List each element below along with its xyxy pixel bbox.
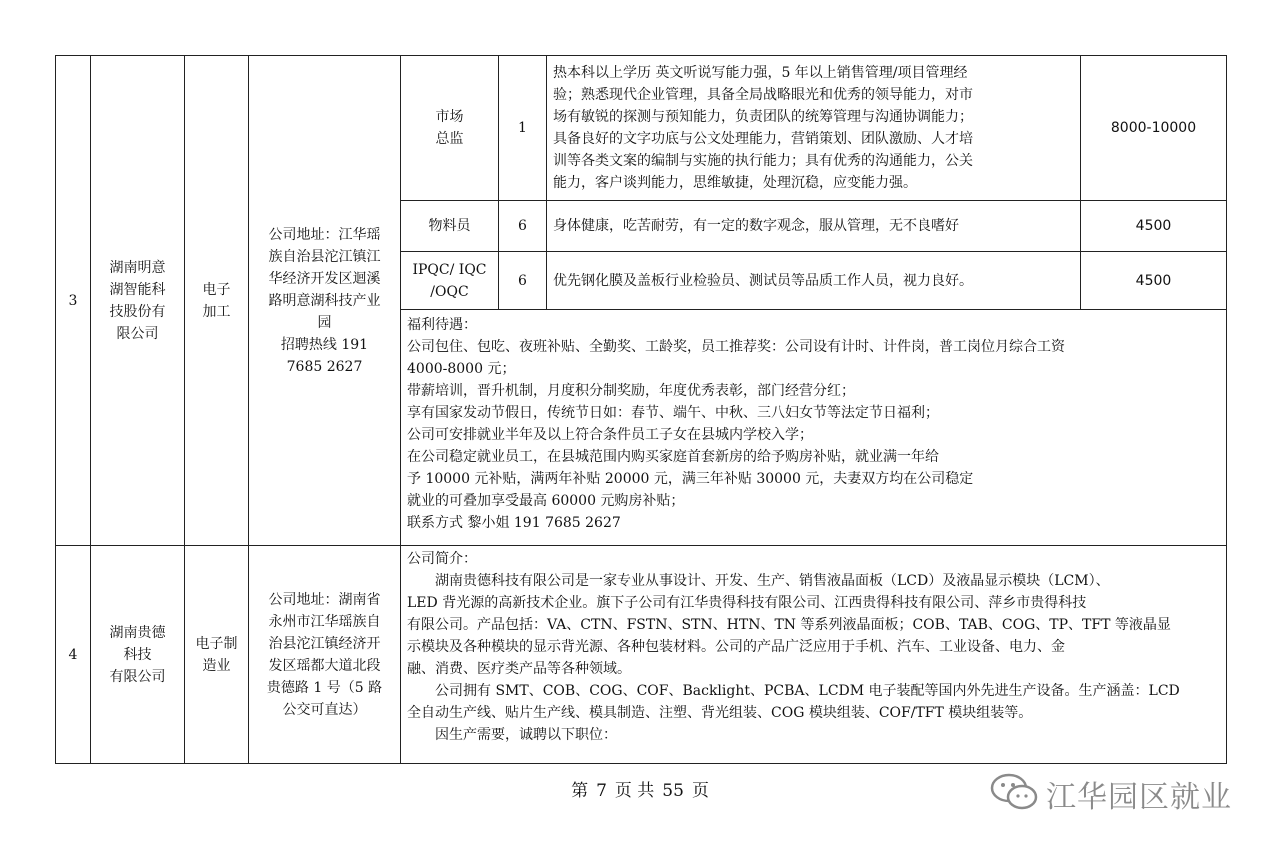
- job-salary: 4500: [1081, 201, 1227, 252]
- jobs-table: [55, 55, 1227, 764]
- company-address: 公司地址：江华瑶 族自治县沱江镇江 华经济开发区迴溪 路明意湖科技产业 园 招聘热线 191 7685 2627: [249, 56, 401, 546]
- page-number: 7: [596, 781, 607, 801]
- company-name: 湖南明意 湖智能科 技股份有 限公司: [91, 56, 185, 546]
- job-requirements: 热本科以上学历 英文听说写能力强，5 年以上销售管理/项目管理经 验；熟悉现代企业管理，具备全局战略眼光和优秀的领导能力，对市 场有敏锐的探测与预知能力，负责团队的统筹管理与沟通协调能力； 具备良好的文字功底与公文处理能力，营销策划、团队激励、人才培 训等各类文案的编制与实施的执行能力；具有优秀的沟通能力，公关 能力，客户谈判能力，思维敏捷，处理沉稳，应变能力强。: [547, 56, 1081, 201]
- row-number: 3: [56, 56, 91, 546]
- job-salary: 8000-10000: [1081, 56, 1227, 201]
- job-count: 6: [499, 201, 547, 252]
- row-number: 4: [56, 546, 91, 764]
- job-count: 6: [499, 252, 547, 310]
- benefits-text: 福利待遇： 公司包住、包吃、夜班补贴、全勤奖、工龄奖，员工推荐奖：公司设有计时、计件岗，普工岗位月综合工资 4000-8000 元； 带薪培训，晋升机制，月度积分制奖励，年度优秀表彰，部门经营分红； 享有国家发动节假日，传统节日如：春节、端午、中秋、三八妇女节等法定节日福利； 公司可安排就业半年及以上符合条件员工子女在县城内学校入学； 在公司稳定就业员工，在县城范围内购买家庭首套新房的给予购房补贴，就业满一年给 予 10000 元补贴，满两年补贴 20000 元，满三年补贴 30000 元，夫妻双方均在公司稳定 就业的可叠加享受最高 60000 元购房补贴； 联系方式 黎小姐 191 7685 2627: [401, 310, 1227, 546]
- watermark: [988, 770, 1248, 820]
- company-intro: 公司简介： 湖南贵德科技有限公司是一家专业从事设计、开发、生产、销售液晶面板（LCD）及液晶显示模块（LCM）、 LED 背光源的高新技术企业。旗下子公司有江华贵得科技有限公司、江西贵得科技有限公司、萍乡市贵得科技 有限公司。产品包括：VA、CTN、FSTN、STN、HTN、TN 等系列液晶面板；COB、TAB、COG、TP、TFT 等液晶显 示模块及各种模块的显示背光源、各种包装材料。公司的产品广泛应用于手机、汽车、工业设备、电力、金 融、消费、医疗类产品等各种领域。 公司拥有 SMT、COB、COG、COF、Backlight、PCBA、LCDM 电子装配等国内外先进生产设备。生产涵盖：LCD 全自动生产线、贴片生产线、模具制造、注塑、背光组装、COG 模块组装、COF/TFT 模块组装等。 因生产需要，诚聘以下职位：: [401, 546, 1227, 764]
- job-title: 市场 总监: [401, 56, 499, 201]
- job-count: 1: [499, 56, 547, 201]
- watermark-text: 江华园区就业: [1046, 780, 1232, 815]
- company-name: 湖南贵德 科技 有限公司: [91, 546, 185, 764]
- wechat-logo-icon: [988, 770, 1042, 814]
- job-salary: 4500: [1081, 252, 1227, 310]
- table-row: [56, 56, 1227, 201]
- industry: 电子 加工: [185, 56, 249, 546]
- intro-heading: 公司简介：: [407, 551, 477, 567]
- company-address: 公司地址：湖南省 永州市江华瑶族自 治县沱江镇经济开 发区瑶都大道北段 贵德路 1 号（5 路 公交可直达）: [249, 546, 401, 764]
- page-footer: 第 7 页 共 55 页: [571, 781, 709, 801]
- table-row: [56, 546, 1227, 764]
- job-title: 物料员: [401, 201, 499, 252]
- page-total: 55: [662, 781, 684, 801]
- job-title: IPQC/ IQC /OQC: [401, 252, 499, 310]
- industry: 电子制 造业: [185, 546, 249, 764]
- job-requirements: 身体健康，吃苦耐劳，有一定的数字观念，服从管理，无不良嗜好: [547, 201, 1081, 252]
- job-requirements: 优先钢化膜及盖板行业检验员、测试员等品质工作人员，视力良好。: [547, 252, 1081, 310]
